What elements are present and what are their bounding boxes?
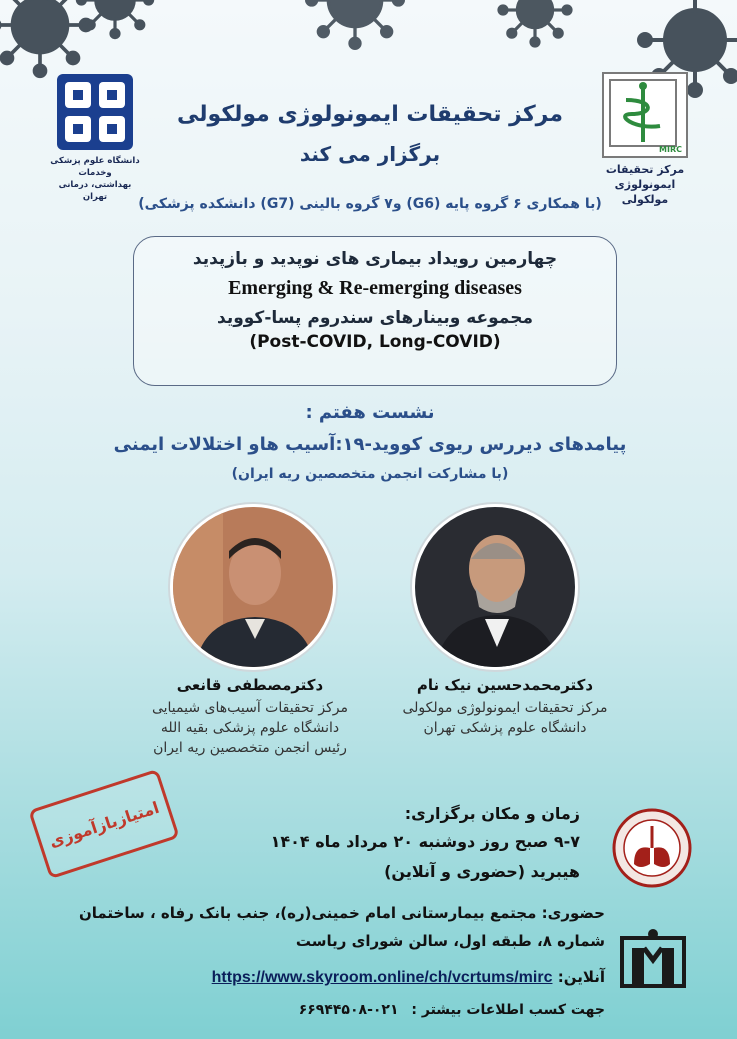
venue-line-1: حضوری: مجتمع بیمارستانی امام خمینی(ره)، جنب بانک رفاه ، ساختمان xyxy=(78,904,605,922)
caduceus-icon xyxy=(604,74,682,152)
virus-icon xyxy=(490,0,580,50)
collab-note: (با همکاری ۶ گروه پایه (G6) و۷ گروه بالینی (G7) دانشکده پزشکی) xyxy=(138,196,602,212)
speaker-1-affiliation-1: مرکز تحقیقات ایمونولوژی مولکولی xyxy=(402,700,608,716)
schedule-mode: هیبرید (حضوری و آنلاین) xyxy=(384,862,580,881)
subtitle: برگزار می کند xyxy=(299,142,441,166)
session-partner: (با مشارکت انجمن متخصصین ریه ایران) xyxy=(231,466,509,482)
contact-row xyxy=(40,1002,605,1018)
session-topic: پیامدهای دیررس ریوی کووید-۱۹:آسیب هاو اختلالات ایمنی xyxy=(113,434,627,455)
speaker-1-name: دکترمحمدحسین نیک نام xyxy=(416,676,594,694)
hospital-logo xyxy=(618,926,688,1016)
mirc-logo xyxy=(590,72,700,206)
contact-label: جهت کسب اطلاعات بیشتر : xyxy=(411,1002,605,1018)
session-label: نشست هفتم : xyxy=(305,402,435,423)
event-title-en: Emerging & Re-emerging diseases xyxy=(228,277,522,299)
mirc-name-line1: مرکز تحقیقات xyxy=(605,163,685,176)
lungs-icon xyxy=(612,808,692,888)
virus-icon xyxy=(70,0,160,40)
speaker-2-name: دکترمصطفی قانعی xyxy=(176,676,324,694)
org-title: مرکز تحقیقات ایمونولوژی مولکولی xyxy=(177,102,563,127)
cme-stamp: امتیازبازآموزی xyxy=(28,769,180,880)
speaker-2-affiliation-2: دانشگاه علوم پزشکی بقیه الله xyxy=(160,720,340,736)
lung-society-logo xyxy=(612,808,692,888)
speaker-1 xyxy=(385,676,625,736)
person-icon xyxy=(173,507,333,667)
series-title-fa: مجموعه وبینارهای سندروم پسا-کووید xyxy=(217,308,533,328)
online-row xyxy=(40,968,605,987)
series-title-en: (Post-COVID, Long-COVID) xyxy=(249,332,501,352)
university-logo xyxy=(50,72,140,202)
mirc-mark: MIRC xyxy=(659,145,682,154)
university-name-line1: دانشگاه علوم پزشکی وخدمات xyxy=(50,156,140,178)
speaker-2-affiliation-1: مرکز تحقیقات آسیب‌های شیمیایی xyxy=(151,700,349,716)
university-name-line2: بهداشتی، درمانی تهران xyxy=(58,180,132,202)
person-icon xyxy=(415,507,575,667)
hospital-logo-icon xyxy=(618,926,688,996)
online-label: آنلاین: xyxy=(557,968,605,986)
online-link[interactable]: https://www.skyroom.online/ch/vcrtums/mirc xyxy=(211,969,553,986)
venue-line-2: شماره ۸، طبقه اول، سالن شورای ریاست xyxy=(295,932,605,950)
contact-phone: ۰۲۱-۶۶۹۴۴۵۰۸ xyxy=(298,1002,399,1018)
schedule-heading: زمان و مکان برگزاری: xyxy=(404,804,580,823)
mirc-name-line2: ایمونولوژی مولکولی xyxy=(614,178,676,206)
speaker-2 xyxy=(120,676,380,756)
speaker-1-affiliation-2: دانشگاه علوم پزشکی تهران xyxy=(423,720,587,736)
event-box xyxy=(133,236,617,386)
virus-icon xyxy=(290,0,420,50)
event-title-fa: چهارمین رویداد بیماری های نوپدید و بازپدید xyxy=(192,249,558,269)
speaker-2-affiliation-3: رئیس انجمن متخصصین ریه ایران xyxy=(153,740,347,756)
speaker-portrait-left xyxy=(170,504,336,670)
university-logo-icon xyxy=(55,72,135,152)
schedule-time: ۹-۷ صبح روز دوشنبه ۲۰ مرداد ماه ۱۴۰۴ xyxy=(270,832,580,851)
speaker-portrait-right xyxy=(412,504,578,670)
